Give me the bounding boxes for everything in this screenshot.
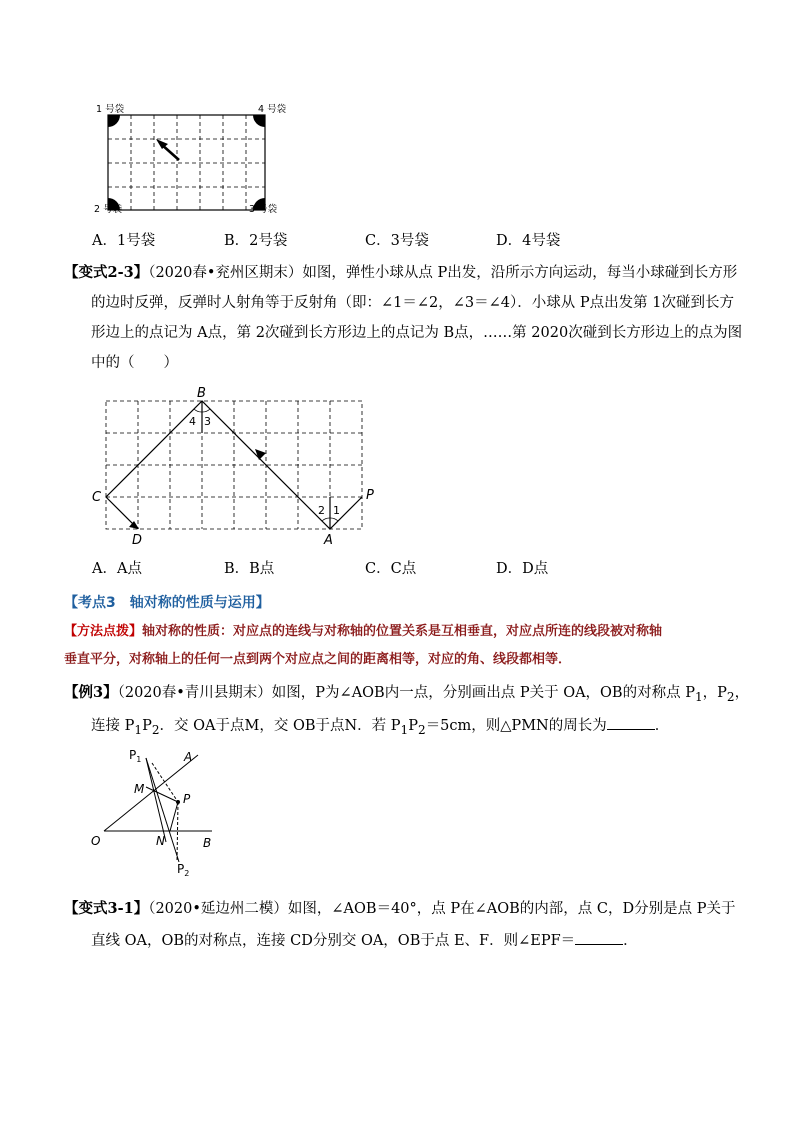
point-c-label: C bbox=[92, 490, 102, 505]
p1-label: $P_1$ bbox=[129, 748, 142, 764]
answer-blank bbox=[607, 715, 655, 730]
q1-option-b: B．2号袋 bbox=[224, 233, 288, 249]
variant-2-3-line4: 中的（ ） bbox=[91, 355, 178, 371]
method-tip-line2: 垂直平分，对称轴上的任何一点到两个对应点之间的距离相等，对应的角、线段都相等． bbox=[64, 652, 572, 667]
section-heading: 【考点3 轴对称的性质与运用】 bbox=[64, 595, 270, 611]
b-label: B bbox=[203, 836, 212, 850]
example-3-line2: 连接 $P_1P_2$．交 OA于点M，交 OB于点N．若 $P_1P_2=5cm$，则△PMN的周长为 ． bbox=[91, 715, 669, 740]
method-tip-line1: 【方法点拨】轴对称的性质：对应点的连线与对称轴的位置关系是互相垂直，对应点所连的线段被对称轴 bbox=[64, 624, 663, 639]
q1-option-d: D．4号袋 bbox=[496, 233, 561, 249]
angle-1-label: 1 bbox=[333, 504, 340, 517]
variant-2-3-line1: 【变式2-3】（2020春•兖州区期末）如图，弹性小球从点 P出发，沿所示方向运动，每当小球碰到长方形 bbox=[64, 264, 738, 281]
pool-table-figure bbox=[88, 100, 303, 218]
variant-2-3-line3: 形边上的点记为 A点，第 2次碰到长方形边上的点记为 B点，……第 2020次碰到长方形边上的点为图 bbox=[91, 325, 743, 341]
pocket-2-label: 2 号袋 bbox=[94, 204, 123, 215]
p2-label: $P_2$ bbox=[177, 862, 190, 878]
bounce-figure bbox=[88, 382, 388, 552]
q2-option-d: D．D点 bbox=[496, 561, 549, 577]
example-3-line1: 【例3】（2020春•青川县期末）如图，P为∠AOB内一点，分别画出点 P关于 OA，OB的对称点 $P_1$，$P_2$， bbox=[64, 684, 750, 704]
point-d-label: D bbox=[132, 533, 143, 548]
q1-option-a: A．1号袋 bbox=[92, 233, 156, 249]
angle-3-label: 3 bbox=[204, 415, 211, 428]
method-tip-label: 【方法点拨】 bbox=[64, 624, 143, 639]
q1-option-c: C．3号袋 bbox=[365, 233, 429, 249]
pocket-1-label: 1 号袋 bbox=[96, 104, 125, 115]
pocket-4-label: 4 号袋 bbox=[258, 104, 287, 115]
q2-option-c: C．C点 bbox=[365, 561, 417, 577]
a-label: A bbox=[184, 750, 193, 764]
variant-3-1-tag: 【变式3-1】 bbox=[64, 900, 149, 917]
example-3-tag: 【例3】 bbox=[64, 684, 118, 701]
angle-2-label: 2 bbox=[318, 504, 325, 517]
answer-blank-2 bbox=[575, 930, 623, 945]
q2-option-b: B．B点 bbox=[224, 561, 275, 577]
angle-4-label: 4 bbox=[189, 415, 196, 428]
m-label: M bbox=[134, 782, 145, 796]
reflection-figure bbox=[86, 745, 226, 881]
n-label: N bbox=[156, 834, 165, 848]
o-label: O bbox=[91, 834, 101, 848]
point-p-label: P bbox=[366, 488, 374, 503]
variant-3-1-line2: 直线 OA，OB的对称点，连接 CD分别交 OA，OB于点 E、F．则∠EPF＝ ． bbox=[91, 930, 638, 951]
variant-2-3-tag: 【变式2-3】 bbox=[64, 264, 149, 281]
p-label: P bbox=[183, 792, 191, 806]
variant-2-3-line2: 的边时反弹，反弹时人射角等于反射角（即：∠1＝∠2，∠3＝∠4）．小球从 P点出发第 1次碰到长方 bbox=[91, 295, 734, 311]
q2-option-a: A．A点 bbox=[92, 561, 142, 577]
point-a-label: A bbox=[324, 533, 333, 548]
variant-3-1-line1: 【变式3-1】（2020•延边州二模）如图，∠AOB＝40°，点 P在∠AOB的内部，点 C，D分别是点 P关于 bbox=[64, 900, 736, 917]
pocket-3-label: 3 号袋 bbox=[249, 204, 278, 215]
point-b-label: B bbox=[197, 386, 206, 401]
